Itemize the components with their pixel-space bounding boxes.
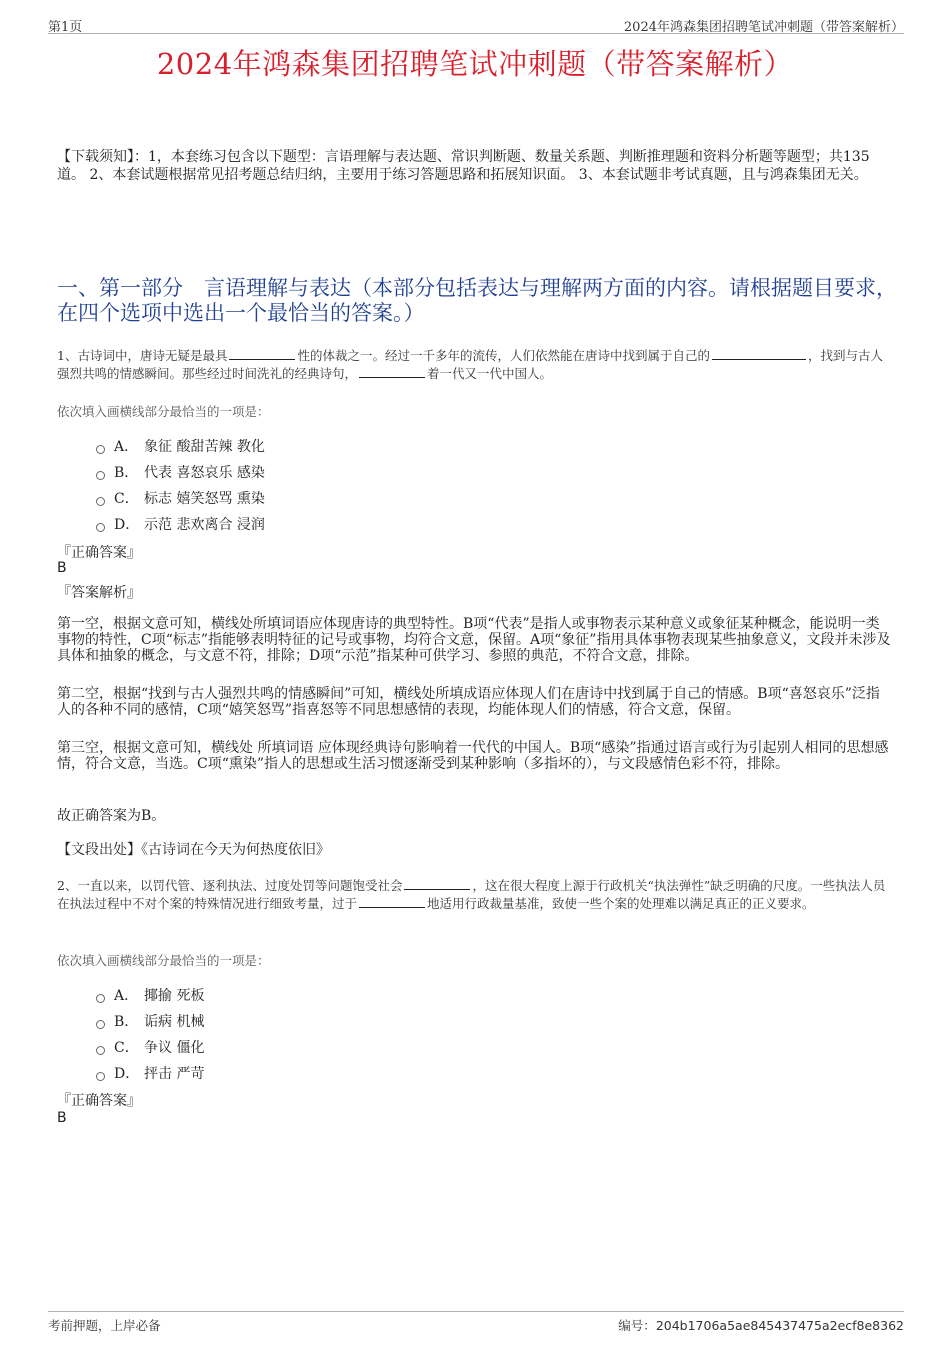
question-1-text xyxy=(57,347,895,383)
q1-text-part: ，找到与古人强烈共鸣的情感瞬间。那些经过时间洗礼的经典诗句， xyxy=(57,348,883,381)
footer-serial xyxy=(618,1316,904,1334)
fill-blank xyxy=(229,348,295,360)
q2-text-part: ，这在很大程度上源于行政机关“执法弹性”缺乏明确的尺度。一些执法人员在执法过程中不对个案的特殊情况进行细致考量，过于 xyxy=(57,878,886,911)
question-1-options xyxy=(96,433,265,537)
option-letter: C． xyxy=(114,491,139,507)
answer-label: 『正确答案』 xyxy=(57,545,141,561)
option-letter: B． xyxy=(114,1014,139,1030)
radio-icon[interactable] xyxy=(96,1072,105,1081)
radio-icon[interactable] xyxy=(96,994,105,1003)
question-2-instruction: 依次填入画横线部分最恰当的一项是： xyxy=(57,953,270,968)
option-letter: A． xyxy=(114,988,139,1004)
question-2-options xyxy=(96,982,204,1086)
option-letter: B． xyxy=(114,465,139,481)
answer-label: 『正确答案』 xyxy=(57,1093,141,1109)
fill-blank xyxy=(359,896,425,908)
option-c[interactable] xyxy=(96,1034,204,1060)
option-letter: C． xyxy=(114,1040,139,1056)
radio-icon[interactable] xyxy=(96,523,105,532)
radio-icon[interactable] xyxy=(96,471,105,480)
option-text: 标志 嬉笑怒骂 熏染 xyxy=(144,491,265,507)
option-a[interactable] xyxy=(96,433,265,459)
option-text: 象征 酸甜苦辣 教化 xyxy=(144,439,265,455)
option-d[interactable] xyxy=(96,511,265,537)
option-text: 代表 喜怒哀乐 感染 xyxy=(144,465,265,481)
serial-label: 编号： xyxy=(618,1318,656,1333)
option-c[interactable] xyxy=(96,485,265,511)
radio-icon[interactable] xyxy=(96,1046,105,1055)
analysis-paragraph-2: 第二空，根据“找到与古人强烈共鸣的情感瞬间”可知，横线处所填成语应体现人们在唐诗中找到属于自己的情感。B项“喜怒哀乐”泛指人的各种不同的感情，C项“嬉笑怒骂”指喜怒等不同思想感情的表现，均能体现人们的情感，符合文意，保留。 xyxy=(57,686,880,718)
option-letter: A． xyxy=(114,439,139,455)
radio-icon[interactable] xyxy=(96,1020,105,1029)
q1-text-part: 1、古诗词中，唐诗无疑是最具 xyxy=(57,348,228,363)
option-text: 示范 悲欢离合 浸润 xyxy=(144,517,265,533)
fill-blank xyxy=(359,366,425,378)
serial-number: 204b1706a5ae845437475a2ecf8e8362 xyxy=(655,1318,904,1333)
option-letter: D． xyxy=(114,1066,140,1082)
answer-value: B xyxy=(57,1110,67,1126)
section-heading: 一、第一部分 言语理解与表达（本部分包括表达与理解两方面的内容。请根据题目要求，在四个选项中选出一个最恰当的答案。） xyxy=(57,276,897,325)
question-2-text xyxy=(57,877,895,913)
q1-text-part: 性的体裁之一。经过一千多年的流传，人们依然能在唐诗中找到属于自己的 xyxy=(297,348,710,363)
download-notice: 【下载须知】：1，本套练习包含以下题型：言语理解与表达题、常识判断题、数量关系题、判断推理题和资料分析题等题型；共135道。 2、本套试题根据常见招考题总结归纳，主要用于练习答题思路和拓展知识面。 3、本套试题非考试真题，且与鸿森集团无关。 xyxy=(57,149,870,183)
option-a[interactable] xyxy=(96,982,204,1008)
source-citation: 【文段出处】《古诗词在今天为何热度依旧》 xyxy=(57,842,330,858)
analysis-paragraph-3: 第三空，根据文意可知，横线处 所填词语 应体现经典诗句影响着一代代的中国人。B项“感染”指通过语言或行为引起别人相同的思想感情，符合文意，当选。C项“熏染”指人的思想或生活习惯逐渐受到某种影响（多指坏的），与文段感情色彩不符，排除。 xyxy=(57,740,889,772)
running-title: 2024年鸿森集团招聘笔试冲刺题（带答案解析） xyxy=(623,20,904,35)
fill-blank xyxy=(404,878,470,890)
option-b[interactable] xyxy=(96,459,265,485)
option-text: 揶揄 死板 xyxy=(144,988,205,1004)
page-footer xyxy=(48,1311,904,1335)
q1-text-part: 着一代又一代中国人。 xyxy=(427,366,553,381)
page-header xyxy=(48,14,904,34)
option-b[interactable] xyxy=(96,1008,204,1034)
fill-blank xyxy=(712,348,806,360)
option-text: 抨击 严苛 xyxy=(144,1066,205,1082)
option-text: 诟病 机械 xyxy=(144,1014,205,1030)
radio-icon[interactable] xyxy=(96,497,105,506)
page-number: 第1页 xyxy=(48,20,83,35)
answer-value: B xyxy=(57,560,67,576)
document-title: 2024年鸿森集团招聘笔试冲刺题（带答案解析） xyxy=(156,47,794,81)
radio-icon[interactable] xyxy=(96,445,105,454)
question-1-instruction: 依次填入画横线部分最恰当的一项是： xyxy=(57,404,270,419)
option-text: 争议 僵化 xyxy=(144,1040,205,1056)
option-letter: D． xyxy=(114,517,140,533)
analysis-conclusion: 故正确答案为B。 xyxy=(57,808,166,824)
analysis-label: 『答案解析』 xyxy=(57,585,141,601)
option-d[interactable] xyxy=(96,1060,204,1086)
q2-text-part: 2、一直以来，以罚代管、逐利执法、过度处罚等问题饱受社会 xyxy=(57,878,403,893)
footer-slogan: 考前押题，上岸必备 xyxy=(48,1318,161,1333)
q2-text-part: 地适用行政裁量基准，致使一些个案的处理难以满足真正的正义要求。 xyxy=(427,896,815,911)
analysis-paragraph-1: 第一空，根据文意可知，横线处所填词语应体现唐诗的典型特性。B项“代表”是指人或事物表示某种意义或象征某种概念，能说明一类事物的特性，C项“标志”指能够表明特征的记号或事物，均符合文意，保留。A项“象征”指用具体事物表现某些抽象意义，文段并未涉及具体和抽象的概念，与文意不符，排除；D项“示范”指某种可供学习、参照的典范，不符合文意，排除。 xyxy=(57,616,891,664)
